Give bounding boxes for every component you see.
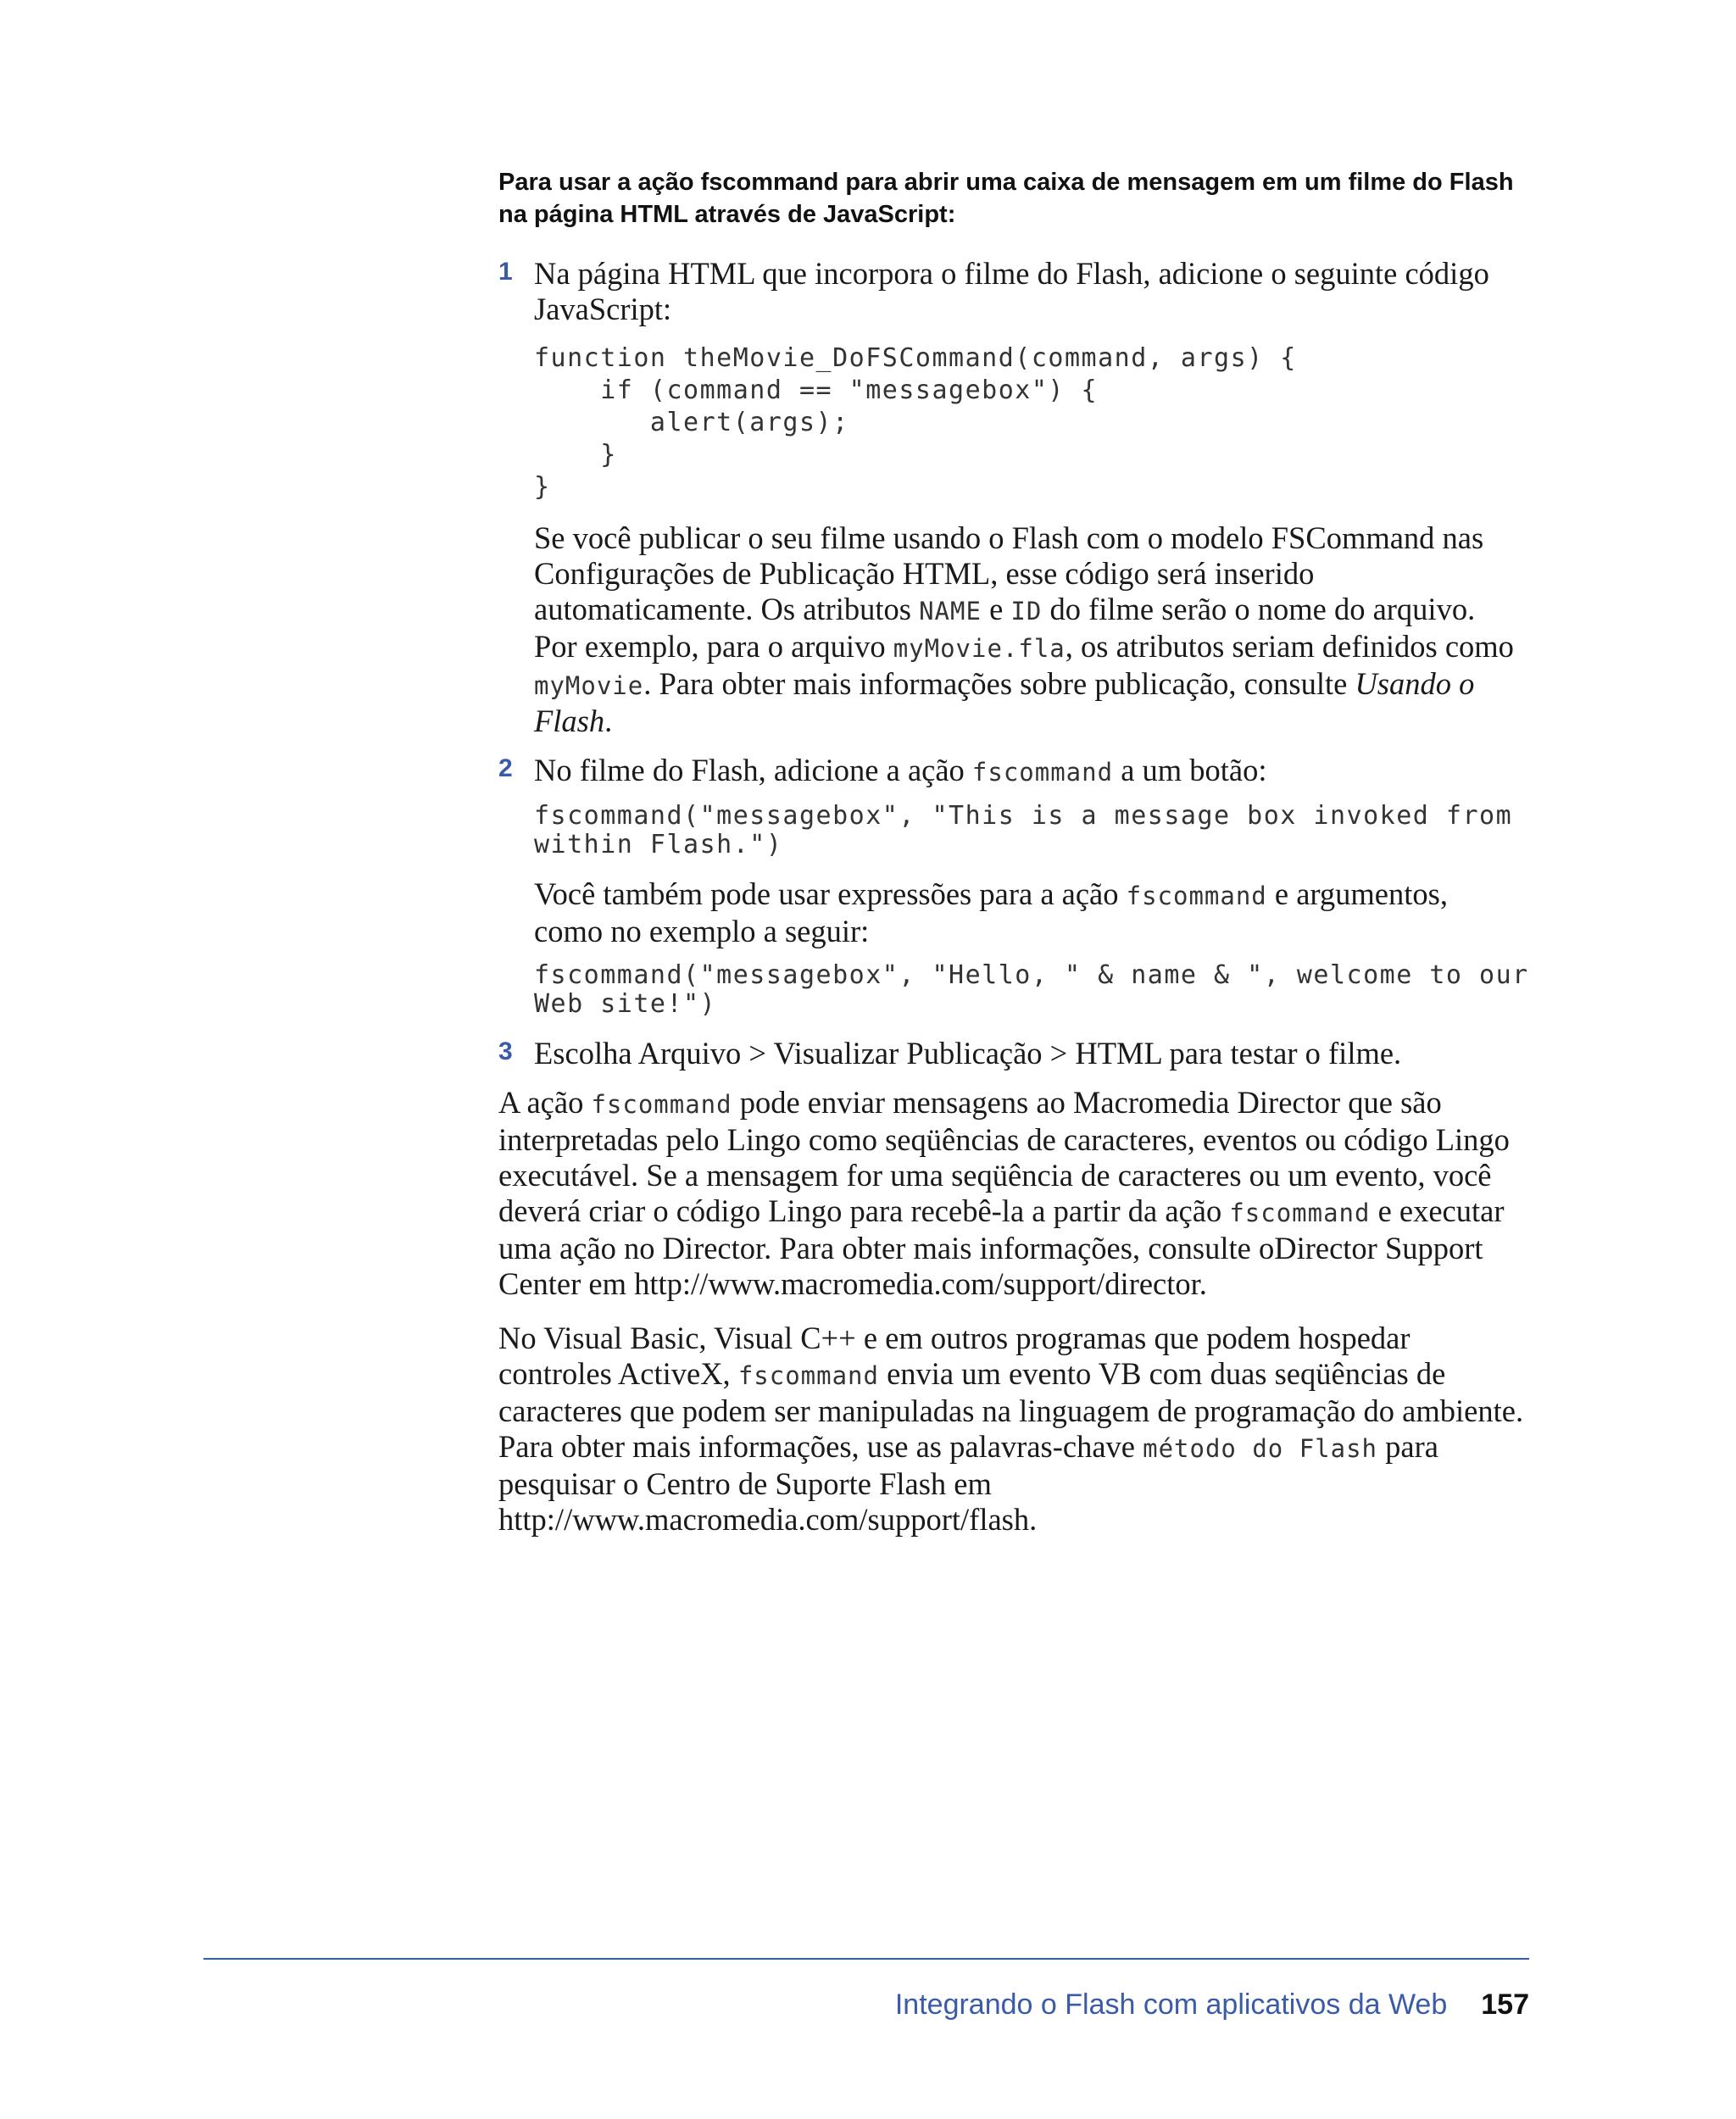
code-block-fscommand-expression: fscommand("messagebox", "Hello, " & name & ", welcome to our Web site!") bbox=[534, 960, 1529, 1019]
inline-code: myMovie.fla bbox=[893, 634, 1066, 663]
procedure-heading: Para usar a ação fscommand para abrir uma caixa de mensagem em um filme do Flash na página HTML através de JavaScript: bbox=[498, 169, 1514, 228]
body-paragraph-director: A ação fscommand pode enviar mensagens ao Macromedia Director que são interpretadas pelo Lingo como seqüências de caracteres, eventos ou código Lingo executável. Se a mensagem for uma seqüência de caracteres ou um evento, você deverá criar o código Lingo para recebê-la a partir da ação fscommand e executar uma ação no Director. Para obter mais informações, consulte oDirector Support Center em http://www.macromedia.com/support/director. bbox=[498, 1085, 1510, 1301]
code-block-javascript: function theMovie_DoFSCommand(command, args) { if (command == "messagebox") { alert(args); } } bbox=[534, 343, 1297, 502]
step-note: Se você publicar o seu filme usando o Flash com o modelo FSCommand nas Configurações de Publicação HTML, esse código será inserido automaticamente. Os atributos NAME e ID do filme serão o nome do arquivo. Por exemplo, para o arquivo myMovie.fla, os atributos seriam definidos como myMovie. Para obter mais informações sobre publicação, consulte Usando o Flash. bbox=[534, 520, 1514, 738]
step-2 bbox=[498, 753, 1529, 1019]
inline-code: ID bbox=[1010, 597, 1043, 626]
step-note: Você também pode usar expressões para a ação fscommand e argumentos, como no exemplo a seguir: bbox=[534, 876, 1448, 948]
inline-code: fscommand bbox=[1126, 882, 1267, 910]
step-number: 3 bbox=[498, 1037, 513, 1065]
code-block-fscommand: fscommand("messagebox", "This is a message box invoked from within Flash.") bbox=[534, 801, 1513, 859]
book-title: Usando o Flash bbox=[534, 666, 1475, 738]
inline-code: fscommand bbox=[737, 1361, 879, 1390]
footer-divider bbox=[203, 1958, 1529, 1960]
step-text: No filme do Flash, adicione a ação fscommand a um botão: bbox=[534, 753, 1267, 787]
step-number: 1 bbox=[498, 258, 513, 286]
inline-code: fscommand bbox=[591, 1090, 732, 1119]
step-number: 2 bbox=[498, 754, 513, 782]
step-1 bbox=[498, 256, 1524, 739]
step-3 bbox=[498, 1036, 1524, 1071]
step-text: Na página HTML que incorpora o filme do Flash, adicione o seguinte código JavaScript: bbox=[534, 256, 1489, 326]
footer-chapter-title: Integrando o Flash com aplicativos da Web bbox=[894, 1988, 1448, 2021]
inline-code: método do Flash bbox=[1143, 1434, 1378, 1463]
body-paragraph-activex: No Visual Basic, Visual C++ e em outros programas que podem hospedar controles ActiveX, fscommand envia um evento VB com duas seqüências de caracteres que podem ser manipuladas na linguagem de programação do ambiente. Para obter mais informações, use as palavras-chave método do Flash para pesquisar o Centro de Suporte Flash em http://www.macromedia.com/support/flash. bbox=[498, 1321, 1524, 1537]
inline-code: fscommand bbox=[971, 758, 1114, 787]
inline-code: NAME bbox=[919, 597, 982, 626]
page-number: 157 bbox=[1481, 1988, 1529, 2021]
step-text: Escolha Arquivo > Visualizar Publicação > HTML para testar o filme. bbox=[534, 1036, 1402, 1071]
inline-code: fscommand bbox=[1229, 1199, 1371, 1227]
page-content bbox=[498, 166, 1529, 1556]
page-footer bbox=[895, 1988, 1529, 2022]
inline-code: myMovie bbox=[534, 671, 644, 700]
